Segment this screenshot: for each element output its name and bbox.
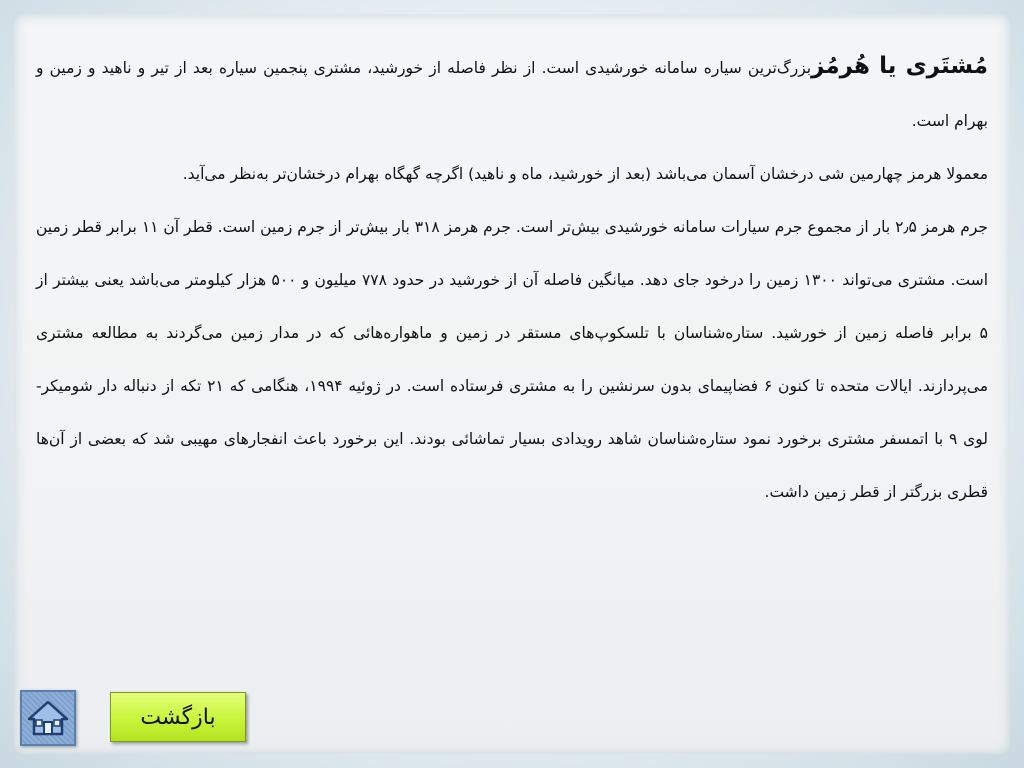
paragraph-intro-text: بزرگ‌ترین سیاره سامانه خورشیدی است. از نظر فاصله از خورشید، مشتری پنجمین سیاره بعد از تیر و ناهید و زمین و بهرام است. xyxy=(36,59,988,130)
house-icon xyxy=(27,699,69,737)
body-text xyxy=(36,40,988,519)
paragraph-brightness: معمولا هرمز چهارمین شی درخشان آسمان می‌باشد (بعد از خورشید، ماه و ناهید) اگرچه گهگاه بهرام درخشان‌تر به‌نظر می‌آید. xyxy=(182,165,988,183)
back-button[interactable] xyxy=(110,692,246,742)
back-button-label: بازگشت xyxy=(140,704,216,730)
paragraph-intro xyxy=(36,40,988,148)
planet-title: مُشتَری یا هُرمُز xyxy=(811,53,988,79)
home-button[interactable] xyxy=(20,690,76,746)
paragraph-mass: جرم هرمز ۲٫۵ بار از مجموع جرم سیارات سامانه خورشیدی بیش‌تر است. جرم هرمز ۳۱۸ بار بیش‌تر از جرم زمین است. قطر آن ۱۱ برابر قطر زمین است. مشتری می‌تواند ۱۳۰۰ زمین را درخود جای دهد. میانگین فاصله آن از خورشید در حدود ۷۷۸ میلیون و ۵۰۰ هزار کیلومتر می‌باشد یعنی بیشتر از ۵ برابر فاصله زمین از خورشید. ستاره‌شناسان با تلسکوپ‌های مستقر در زمین و ماهواره‌هائی که در مدار زمین می‌گردند به مطالعه مشتری می‌پردازند. ایالات متحده تا کنون ۶ فضاپیمای بدون سرنشین را به مشتری فرستاده است. در ژوئیه ۱۹۹۴، هنگامی که ۲۱ تکه از دنباله دار شومیکر-لوی ۹ با اتمسفر مشتری برخورد نمود ستاره‌شناسان شاهد رویدادی بسیار تماشائی بودند. این برخورد باعث انفجارهای مهیبی شد که بعضی از آن‌ها قطری بزرگتر از قطر زمین داشت. xyxy=(36,218,989,501)
